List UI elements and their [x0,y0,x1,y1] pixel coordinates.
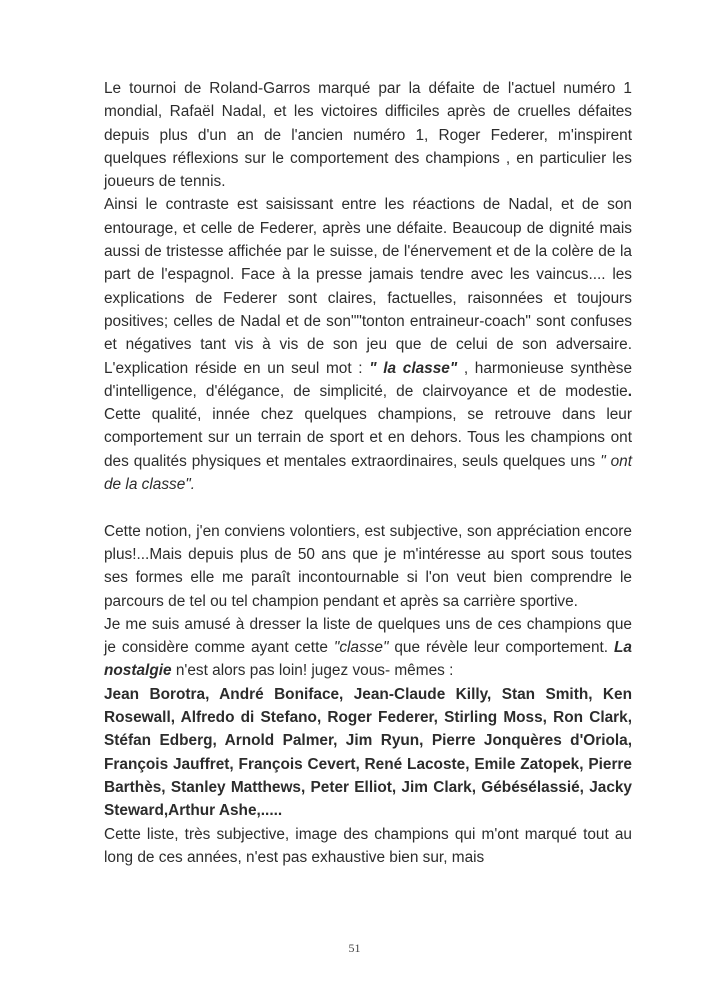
paragraph-list-comment: Cette liste, très subjective, image des champions qui m'ont marqué tout au long de ces années, n'est pas exhaustive bien sur, mais [104,825,632,866]
paragraph-list-intro [104,613,632,683]
la-classe-emphasis: " la classe" [369,359,458,377]
classe-definition: , harmonieuse synthèse d'intelligence, d'élégance, de simplicité, de clairvoyance et de modestie [104,359,633,400]
body-text [104,77,632,869]
page-number: 51 [348,941,361,955]
contrast-text: Ainsi le contraste est saisissant entre les réactions de Nadal, et de son entourage, et celle de Federer, après une défaite. Beaucoup de dignité mais aussi de tristesse affichée par le suisse, de l'énervement et de la colère de la part de l'espagnol. Face à la presse jamais tendre avec les vaincus.... les explications de Federer sont claires, factuelles, raisonnées et toujours positives; celles de Nadal et de son""tonton entraineur-coach" sont confuses et négatives tant vis à vis de son jeu que de celui de son adversaire. L'explication réside en un seul mot : [104,196,632,377]
la-nostalgie-emphasis: La nostalgie [104,639,632,680]
ont-de-la-classe-emphasis: " ont de la classe". [104,452,633,494]
classe-quote: "classe" [333,639,389,657]
bold-period: . [627,382,632,400]
jugez-text: n'est alors pas loin! jugez vous- mêmes : [175,662,454,680]
paragraph-roland-garros: Le tournoi de Roland-Garros marqué par la défaite de l'actuel numéro 1 mondial, Rafaël Nadal, et les victoires difficiles après de cruelles défaites depuis plus d'un an de l'ancien numéro 1, Roger Federer, m'inspirent quelques réflexions sur le comportement des champions , en particulier les joueurs de tennis. [104,80,632,191]
comportement-text: que révèle leur comportement. [394,639,609,657]
quality-text: Cette qualité, innée chez quelques champions, se retrouve dans leur comportement sur un terrain de sport et en dehors. Tous les champions ont des qualités physiques et mentales extraordinaires, seuls quelques uns [104,406,632,470]
paragraph-notion: Cette notion, j'en conviens volontiers, est subjective, son appréciation encore plus!...Mais depuis plus de 50 ans que je m'intéresse au sport sous toutes ses formes elle me paraît incontournable si l'on veut bien comprendre le parcours de tel ou tel champion pendant et après sa carrière sportive. [104,522,632,610]
list-intro-text: Je me suis amusé à dresser la liste de quelques uns de ces champions que je considère comme ayant cette [104,615,632,657]
paragraph-contrast [104,193,632,496]
champions-list: Jean Borotra, André Boniface, Jean-Claude Killy, Stan Smith, Ken Rosewall, Alfredo di Stefano, Roger Federer, Stirling Moss, Ron Clark, Stéfan Edberg, Arnold Palmer, Jim Ryun, Pierre Jonquères d'Oriola, François Jauffret, François Cevert, René Lacoste, Emile Zatopek, Pierre Barthès, Stanley Matthews, Peter Elliot, Jim Clark, Gébésélassié, Jacky Steward,Arthur Ashe,..... [104,685,632,820]
paragraph-spacer [104,496,632,519]
